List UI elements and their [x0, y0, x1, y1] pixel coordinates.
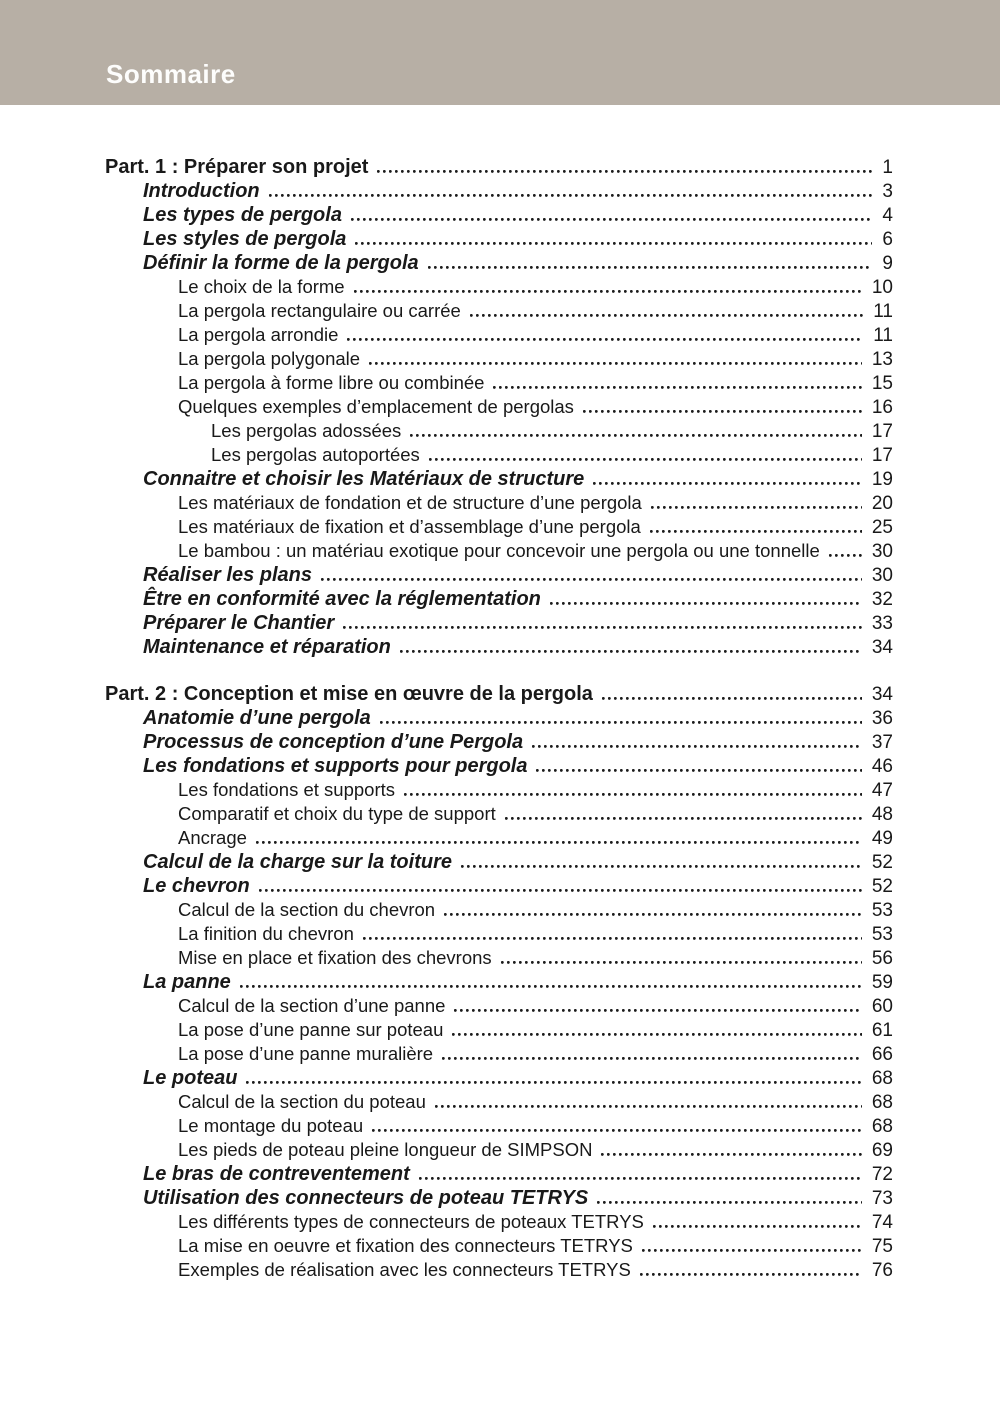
toc-entry-page: 73	[871, 1188, 893, 1209]
toc-entry-label: Part. 2 : Conception et mise en œuvre de la pergola	[105, 683, 593, 705]
toc-entry-label: Les matériaux de fixation et d’assemblage d’une pergola	[178, 516, 641, 537]
toc-entry-label: Ancrage	[178, 827, 247, 848]
dot-leader	[493, 386, 861, 389]
dot-leader	[470, 314, 863, 317]
toc-entry-label: Les pergolas autoportées	[211, 444, 420, 465]
toc-entry[interactable]	[105, 155, 893, 179]
page-header	[0, 0, 1000, 105]
dot-leader	[404, 793, 862, 796]
toc-entry-label: Mise en place et fixation des chevrons	[178, 947, 492, 968]
toc-entry[interactable]	[105, 946, 893, 970]
toc-entry[interactable]	[105, 706, 893, 730]
toc-entry-page: 59	[871, 972, 893, 993]
toc-entry-label: Le montage du poteau	[178, 1115, 364, 1136]
dot-leader	[369, 362, 862, 365]
toc-entry-label: Les pieds de poteau pleine longueur de SIMPSON	[178, 1139, 593, 1160]
toc-entry-page: 11	[873, 325, 893, 346]
toc-entry-label: Maintenance et réparation	[143, 636, 391, 658]
toc-entry-label: Les matériaux de fondation et de structure d’une pergola	[178, 492, 642, 513]
toc-entry-label: Utilisation des connecteurs de poteau TETRYS	[143, 1187, 589, 1209]
dot-leader	[593, 482, 862, 485]
toc-entry-page: 17	[871, 421, 893, 442]
toc-entry-page: 13	[871, 349, 893, 370]
toc-entry-page: 53	[871, 924, 893, 945]
toc-entry-page: 11	[873, 301, 893, 322]
toc-entry-label: Calcul de la charge sur la toiture	[143, 851, 452, 873]
toc-entry[interactable]	[105, 347, 893, 371]
toc-entry-label: Les fondations et supports	[178, 779, 396, 800]
dot-leader	[363, 937, 862, 940]
dot-leader	[351, 218, 872, 221]
toc-entry-page: 25	[871, 517, 893, 538]
toc-entry-label: Part. 1 : Préparer son projet	[105, 156, 369, 178]
toc-entry[interactable]	[105, 467, 893, 491]
toc-entry-label: Connaitre et choisir les Matériaux de structure	[143, 468, 585, 490]
toc-entry-page: 20	[871, 493, 893, 514]
toc-entry-page: 48	[871, 804, 893, 825]
toc-entry-page: 30	[871, 565, 893, 586]
toc-entry[interactable]	[105, 563, 893, 587]
toc-entry-page: 19	[871, 469, 893, 490]
toc-entry[interactable]	[105, 299, 893, 323]
dot-leader	[444, 913, 862, 916]
dot-leader	[246, 1081, 861, 1084]
toc-entry[interactable]	[105, 251, 893, 275]
toc-section-part-1	[105, 155, 893, 659]
toc-entry-label: Le poteau	[143, 1067, 238, 1089]
toc-entry[interactable]	[105, 1066, 893, 1090]
toc-entry[interactable]	[105, 371, 893, 395]
dot-leader	[256, 841, 862, 844]
dot-leader	[429, 458, 862, 461]
page-title: Sommaire	[106, 59, 236, 89]
toc-entry-page: 46	[871, 756, 893, 777]
dot-leader	[442, 1057, 862, 1060]
toc-entry[interactable]	[105, 635, 893, 659]
toc-entry-page: 76	[871, 1260, 893, 1281]
toc-entry-page: 4	[882, 205, 893, 226]
toc-entry-label: Calcul de la section d’une panne	[178, 995, 446, 1016]
toc-entry-page: 68	[871, 1116, 893, 1137]
toc-entry-page: 72	[871, 1164, 893, 1185]
toc-entry[interactable]	[105, 323, 893, 347]
dot-leader	[372, 1129, 862, 1132]
toc-entry[interactable]	[105, 898, 893, 922]
toc-entry-label: Les styles de pergola	[143, 228, 347, 250]
toc-entry-label: Quelques exemples d’emplacement de pergolas	[178, 396, 574, 417]
dot-leader	[650, 530, 862, 533]
toc-entry-page: 33	[871, 613, 893, 634]
dot-leader	[601, 1153, 861, 1156]
dot-leader	[380, 721, 862, 724]
dot-leader	[454, 1009, 861, 1012]
toc-entry-label: Anatomie d’une pergola	[143, 707, 371, 729]
dot-leader	[452, 1033, 861, 1036]
dot-leader	[355, 242, 872, 245]
toc-entry-label: Réaliser les plans	[143, 564, 312, 586]
toc-entry[interactable]	[105, 874, 893, 898]
toc-entry-label: Calcul de la section du poteau	[178, 1091, 426, 1112]
toc-entry-page: 37	[871, 732, 893, 753]
toc-entry-label: La pose d’une panne muralière	[178, 1043, 434, 1064]
toc-entry[interactable]	[105, 1018, 893, 1042]
toc-entry-label: La finition du chevron	[178, 923, 354, 944]
dot-leader	[505, 817, 862, 820]
toc-entry[interactable]	[105, 682, 893, 706]
toc-entry-page: 68	[871, 1092, 893, 1113]
toc-entry[interactable]	[105, 227, 893, 251]
dot-leader	[461, 865, 862, 868]
toc-entry[interactable]	[105, 994, 893, 1018]
dot-leader	[377, 170, 872, 173]
dot-leader	[419, 1177, 862, 1180]
dot-leader	[583, 410, 862, 413]
toc-entry[interactable]	[105, 275, 893, 299]
dot-leader	[597, 1201, 862, 1204]
toc-entry-page: 49	[871, 828, 893, 849]
dot-leader	[829, 554, 862, 557]
toc-entry[interactable]	[105, 778, 893, 802]
toc-entry[interactable]	[105, 1186, 893, 1210]
toc-entry[interactable]	[105, 611, 893, 635]
toc-entry-label: La pergola arrondie	[178, 324, 339, 345]
dot-leader	[347, 338, 863, 341]
toc-entry[interactable]	[105, 802, 893, 826]
toc-entry[interactable]	[105, 1210, 893, 1234]
toc-entry-page: 66	[871, 1044, 893, 1065]
toc-entry-label: Le choix de la forme	[178, 276, 345, 297]
dot-leader	[259, 889, 862, 892]
toc-entry-page: 17	[871, 445, 893, 466]
toc-entry-page: 53	[871, 900, 893, 921]
toc-entry-page: 30	[871, 541, 893, 562]
toc-entry-page: 9	[882, 253, 893, 274]
toc-entry[interactable]	[105, 922, 893, 946]
dot-leader	[642, 1249, 862, 1252]
toc-entry-page: 47	[871, 780, 893, 801]
toc-entry-page: 74	[871, 1212, 893, 1233]
toc-entry[interactable]	[105, 1114, 893, 1138]
dot-leader	[653, 1225, 862, 1228]
toc-entry-page: 36	[871, 708, 893, 729]
toc-entry-page: 6	[882, 229, 893, 250]
dot-leader	[240, 985, 862, 988]
toc-entry[interactable]	[105, 1162, 893, 1186]
dot-leader	[400, 650, 862, 653]
dot-leader	[602, 697, 862, 700]
toc-section-part-2	[105, 682, 893, 1282]
toc-entry-label: Exemples de réalisation avec les connecteurs TETRYS	[178, 1259, 631, 1280]
toc-entry[interactable]	[105, 730, 893, 754]
dot-leader	[640, 1273, 862, 1276]
toc-entry-label: Les types de pergola	[143, 204, 342, 226]
toc-entry-page: 16	[871, 397, 893, 418]
dot-leader	[354, 290, 862, 293]
toc-entry-label: La mise en oeuvre et fixation des connecteurs TETRYS	[178, 1235, 633, 1256]
toc-entry-page: 60	[871, 996, 893, 1017]
toc-entry-label: La pergola rectangulaire ou carrée	[178, 300, 461, 321]
toc-entry-page: 34	[871, 684, 893, 705]
toc-entry-label: Définir la forme de la pergola	[143, 252, 419, 274]
toc-entry[interactable]	[105, 515, 893, 539]
toc-entry[interactable]	[105, 754, 893, 778]
table-of-contents	[0, 105, 1000, 1282]
toc-entry[interactable]	[105, 539, 893, 563]
dot-leader	[501, 961, 862, 964]
toc-entry-label: Les fondations et supports pour pergola	[143, 755, 528, 777]
toc-entry-page: 15	[871, 373, 893, 394]
toc-entry-label: Comparatif et choix du type de support	[178, 803, 496, 824]
dot-leader	[435, 1105, 862, 1108]
toc-entry-label: Les différents types de connecteurs de poteaux TETRYS	[178, 1211, 644, 1232]
toc-entry[interactable]	[105, 443, 893, 467]
toc-entry[interactable]	[105, 1258, 893, 1282]
toc-entry-label: Le chevron	[143, 875, 250, 897]
toc-entry-label: La pergola à forme libre ou combinée	[178, 372, 485, 393]
toc-entry[interactable]	[105, 970, 893, 994]
dot-leader	[532, 745, 862, 748]
toc-entry-label: Le bambou : un matériau exotique pour concevoir une pergola ou une tonnelle	[178, 540, 820, 561]
toc-entry-page: 52	[871, 852, 893, 873]
toc-entry-label: Le bras de contreventement	[143, 1163, 410, 1185]
toc-entry-page: 1	[882, 157, 893, 178]
toc-entry-label: Introduction	[143, 180, 260, 202]
toc-entry-page: 34	[871, 637, 893, 658]
dot-leader	[269, 194, 873, 197]
dot-leader	[536, 769, 861, 772]
toc-entry-page: 56	[871, 948, 893, 969]
toc-entry[interactable]	[105, 179, 893, 203]
toc-entry-label: Les pergolas adossées	[211, 420, 402, 441]
dot-leader	[343, 626, 862, 629]
toc-entry-page: 61	[871, 1020, 893, 1041]
toc-entry-label: Calcul de la section du chevron	[178, 899, 436, 920]
toc-entry[interactable]	[105, 850, 893, 874]
toc-entry[interactable]	[105, 1234, 893, 1258]
toc-entry[interactable]	[105, 1042, 893, 1066]
toc-entry-page: 68	[871, 1068, 893, 1089]
toc-entry-label: La pose d’une panne sur poteau	[178, 1019, 444, 1040]
toc-entry[interactable]	[105, 1090, 893, 1114]
toc-entry-label: La pergola polygonale	[178, 348, 361, 369]
toc-entry-label: La panne	[143, 971, 231, 993]
dot-leader	[410, 434, 862, 437]
toc-entry[interactable]	[105, 826, 893, 850]
toc-entry[interactable]	[105, 419, 893, 443]
toc-entry-label: Être en conformité avec la réglementation	[143, 588, 541, 610]
toc-entry[interactable]	[105, 491, 893, 515]
toc-entry-page: 3	[882, 181, 893, 202]
dot-leader	[550, 602, 862, 605]
toc-entry[interactable]	[105, 203, 893, 227]
toc-entry[interactable]	[105, 395, 893, 419]
toc-entry-label: Processus de conception d’une Pergola	[143, 731, 524, 753]
dot-leader	[321, 578, 862, 581]
dot-leader	[428, 266, 873, 269]
toc-entry[interactable]	[105, 587, 893, 611]
toc-entry[interactable]	[105, 1138, 893, 1162]
toc-entry-page: 52	[871, 876, 893, 897]
toc-entry-label: Préparer le Chantier	[143, 612, 335, 634]
dot-leader	[651, 506, 862, 509]
toc-entry-page: 10	[871, 277, 893, 298]
toc-entry-page: 69	[871, 1140, 893, 1161]
toc-entry-page: 75	[871, 1236, 893, 1257]
toc-entry-page: 32	[871, 589, 893, 610]
